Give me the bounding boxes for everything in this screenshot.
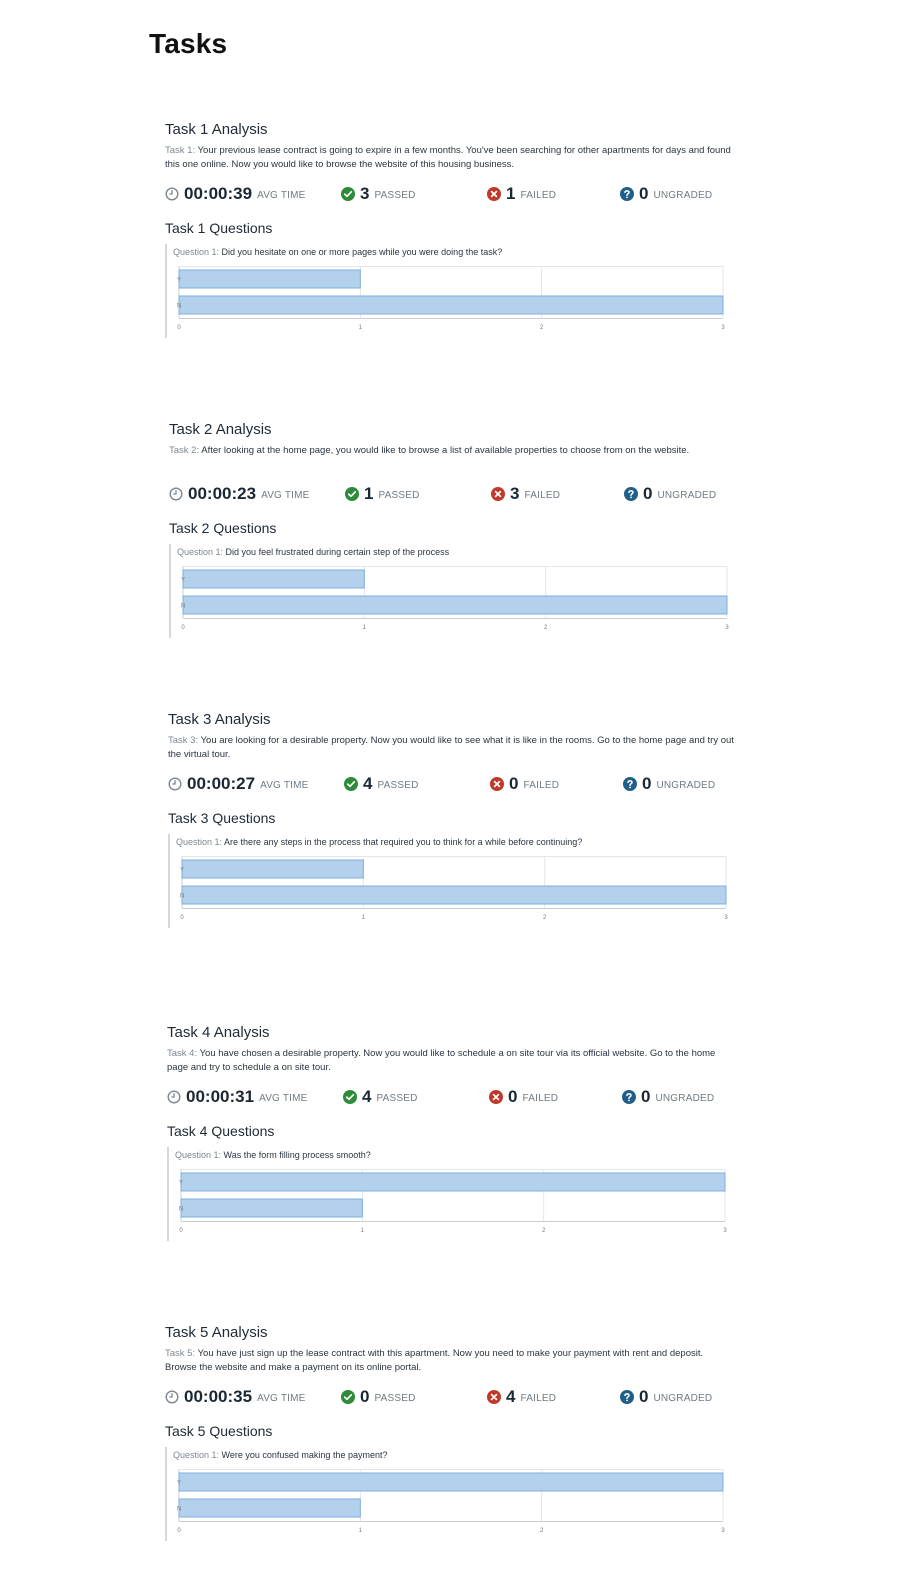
x-tick-label: 0: [177, 325, 181, 331]
x-tick-label: 0: [177, 1528, 181, 1534]
avg-time-value: 00:00:23: [188, 484, 257, 503]
questions-title: Task 1 Questions: [165, 220, 273, 236]
passed-label: PASSED: [374, 1393, 416, 1404]
check-circle-icon: [344, 777, 363, 791]
check-circle-icon: [341, 1390, 360, 1404]
question-text: [177, 544, 739, 557]
failed-label: FAILED: [523, 780, 560, 791]
passed-stat: [341, 184, 487, 204]
ungraded-count: 0: [639, 1387, 649, 1406]
clock-icon: [167, 1090, 186, 1104]
clock-icon: [168, 777, 187, 791]
ungraded-label: UNGRADED: [653, 190, 713, 201]
passed-count: 4: [362, 1087, 372, 1106]
failed-stat: [490, 774, 623, 794]
x-tick-label: 3: [723, 1228, 727, 1234]
category-label: Y: [179, 1180, 184, 1187]
task-title: Task 4 Analysis: [167, 1024, 270, 1041]
task-section-4: [167, 1024, 737, 1241]
question-body: Are there any steps in the process that required you to think for a while before continuing?: [224, 837, 583, 847]
x-tick-label: 2: [539, 1528, 544, 1534]
failed-stat: [491, 484, 624, 504]
category-label: Y: [180, 867, 185, 874]
avg-time-stat: [168, 774, 344, 794]
passed-stat: [343, 1087, 489, 1107]
ungraded-label: UNGRADED: [656, 780, 716, 791]
category-label: Y: [177, 277, 182, 284]
failed-stat: [489, 1087, 622, 1107]
question-block: [165, 1447, 735, 1541]
avg-time-value: 00:00:27: [187, 774, 256, 793]
question-prefix: Question 1:: [177, 547, 224, 557]
failed-count: 1: [506, 184, 516, 203]
questions-title: Task 3 Questions: [168, 810, 276, 826]
ungraded-label: UNGRADED: [653, 1393, 713, 1404]
passed-label: PASSED: [377, 780, 419, 791]
task-description: [165, 1347, 735, 1375]
task-section-5: [165, 1324, 735, 1541]
check-circle-icon: [343, 1090, 362, 1104]
x-tick-label: 3: [725, 625, 729, 631]
task-title: Task 2 Analysis: [169, 421, 272, 438]
failed-stat: [487, 1387, 620, 1407]
failed-count: 4: [506, 1387, 516, 1406]
ungraded-stat: [620, 184, 712, 204]
failed-label: FAILED: [524, 490, 561, 501]
category-label: N: [177, 303, 182, 310]
questions-title: Task 2 Questions: [169, 520, 277, 536]
x-tick-label: 3: [724, 915, 728, 921]
x-tick-label: 3: [721, 1528, 725, 1534]
question-circle-icon: [623, 777, 642, 791]
avg-time-label: AVG TIME: [259, 1093, 308, 1104]
task-title: Task 5 Analysis: [165, 1324, 268, 1341]
ungraded-count: 0: [642, 774, 652, 793]
question-circle-icon: [624, 487, 643, 501]
page-title: Tasks: [149, 28, 228, 59]
avg-time-value: 00:00:39: [184, 184, 253, 203]
task-section-2: [169, 421, 739, 638]
x-tick-label: 3: [721, 325, 725, 331]
task-desc-text: You have just sign up the lease contract with this apartment. Now you need to make your payment with rent and deposit. Browse the website and make a payment on its online portal.: [165, 1348, 704, 1373]
task-stats: [169, 482, 739, 506]
question-text: [175, 1147, 737, 1160]
task-title: Task 3 Analysis: [168, 711, 271, 728]
answers-bar-chart: [173, 264, 725, 336]
answers-bar-chart: [177, 564, 729, 636]
bar-n: [179, 1499, 360, 1517]
check-circle-icon: [345, 487, 364, 501]
question-body: Was the form filling process smooth?: [223, 1150, 371, 1160]
task-desc-text: You have chosen a desirable property. Now you would like to schedule a on site tour via its official website. Go to the home page and try to schedule a on site tour.: [167, 1048, 716, 1073]
task-desc-prefix: Task 3:: [168, 735, 199, 746]
x-circle-icon: [487, 1390, 506, 1404]
avg-time-stat: [165, 184, 341, 204]
bar-y: [183, 570, 364, 588]
question-circle-icon: [620, 1390, 639, 1404]
clock-icon: [165, 1390, 184, 1404]
question-block: [165, 244, 735, 338]
question-block: [168, 834, 738, 928]
ungraded-label: UNGRADED: [657, 490, 717, 501]
bar-n: [181, 1199, 362, 1217]
failed-stat: [487, 184, 620, 204]
avg-time-value: 00:00:31: [186, 1087, 255, 1106]
passed-label: PASSED: [376, 1093, 418, 1104]
answers-bar-chart: [175, 1167, 727, 1239]
bar-y: [182, 860, 363, 878]
question-prefix: Question 1:: [175, 1150, 222, 1160]
x-tick-label: 1: [358, 325, 363, 331]
task-desc-text: You are looking for a desirable property. Now you would like to see what it is like in the rooms. Go to the home page and try out the virtual tour.: [168, 735, 734, 760]
x-tick-label: 1: [358, 1528, 363, 1534]
passed-stat: [345, 484, 491, 504]
task-desc-text: After looking at the home page, you would like to browse a list of available properties to choose from on the website.: [201, 445, 690, 456]
passed-stat: [341, 1387, 487, 1407]
questions-title: Task 4 Questions: [167, 1123, 275, 1139]
question-block: [169, 544, 739, 638]
ungraded-count: 0: [643, 484, 653, 503]
avg-time-stat: [167, 1087, 343, 1107]
task-desc-prefix: Task 5:: [165, 1348, 196, 1359]
failed-count: 0: [508, 1087, 518, 1106]
passed-stat: [344, 774, 490, 794]
failed-count: 3: [510, 484, 520, 503]
task-desc-prefix: Task 4:: [167, 1048, 198, 1059]
ungraded-stat: [622, 1087, 714, 1107]
clock-icon: [165, 187, 184, 201]
check-circle-icon: [341, 187, 360, 201]
task-desc-prefix: Task 1:: [165, 145, 196, 156]
avg-time-label: AVG TIME: [257, 1393, 306, 1404]
bar-n: [183, 596, 727, 614]
x-tick-label: 2: [541, 1228, 546, 1234]
task-section-1: [165, 121, 735, 338]
ungraded-count: 0: [639, 184, 649, 203]
failed-label: FAILED: [520, 190, 557, 201]
questions-title: Task 5 Questions: [165, 1423, 273, 1439]
avg-time-value: 00:00:35: [184, 1387, 253, 1406]
question-body: Were you confused making the payment?: [221, 1450, 388, 1460]
passed-count: 3: [360, 184, 370, 203]
task-stats: [167, 1085, 737, 1109]
category-label: N: [177, 1506, 182, 1513]
failed-label: FAILED: [522, 1093, 559, 1104]
ungraded-stat: [624, 484, 716, 504]
task-stats: [168, 772, 738, 796]
x-circle-icon: [491, 487, 510, 501]
x-tick-label: 0: [181, 625, 185, 631]
passed-count: 1: [364, 484, 374, 503]
category-label: Y: [177, 1480, 182, 1487]
task-desc-text: Your previous lease contract is going to expire in a few months. You've been searching for other apartments for days and found this one online. Now you would like to browse the website of this housing business.: [165, 145, 731, 170]
x-tick-label: 1: [362, 625, 367, 631]
task-title: Task 1 Analysis: [165, 121, 268, 138]
avg-time-stat: [169, 484, 345, 504]
category-label: Y: [181, 577, 186, 584]
passed-label: PASSED: [378, 490, 420, 501]
question-prefix: Question 1:: [173, 1450, 220, 1460]
failed-count: 0: [509, 774, 519, 793]
question-circle-icon: [622, 1090, 641, 1104]
question-circle-icon: [620, 187, 639, 201]
ungraded-stat: [623, 774, 715, 794]
question-text: [173, 244, 735, 257]
x-tick-label: 2: [539, 325, 544, 331]
x-tick-label: 0: [179, 1228, 183, 1234]
answers-bar-chart: [173, 1467, 725, 1539]
x-tick-label: 0: [180, 915, 184, 921]
bar-y: [181, 1173, 725, 1191]
question-text: [176, 834, 738, 847]
bar-n: [182, 886, 726, 904]
passed-count: 0: [360, 1387, 370, 1406]
task-desc-prefix: Task 2:: [169, 445, 200, 456]
avg-time-label: AVG TIME: [257, 190, 306, 201]
avg-time-label: AVG TIME: [260, 780, 309, 791]
avg-time-stat: [165, 1387, 341, 1407]
question-prefix: Question 1:: [173, 247, 220, 257]
task-stats: [165, 182, 735, 206]
x-tick-label: 2: [543, 625, 548, 631]
category-label: N: [180, 893, 185, 900]
passed-count: 4: [363, 774, 373, 793]
ungraded-stat: [620, 1387, 712, 1407]
bar-n: [179, 296, 723, 314]
question-body: Did you hesitate on one or more pages while you were doing the task?: [221, 247, 503, 257]
bar-y: [179, 270, 360, 288]
x-tick-label: 2: [542, 915, 547, 921]
task-stats: [165, 1385, 735, 1409]
x-tick-label: 1: [360, 1228, 365, 1234]
task-section-3: [168, 711, 738, 928]
question-text: [173, 1447, 735, 1460]
bar-y: [179, 1473, 723, 1491]
avg-time-label: AVG TIME: [261, 490, 310, 501]
question-body: Did you feel frustrated during certain step of the process: [225, 547, 450, 557]
category-label: N: [179, 1206, 184, 1213]
ungraded-label: UNGRADED: [655, 1093, 715, 1104]
passed-label: PASSED: [374, 190, 416, 201]
question-block: [167, 1147, 737, 1241]
task-description: [168, 734, 738, 762]
x-circle-icon: [490, 777, 509, 791]
x-circle-icon: [489, 1090, 508, 1104]
task-description: [167, 1047, 737, 1075]
x-tick-label: 1: [361, 915, 366, 921]
answers-bar-chart: [176, 854, 728, 926]
category-label: N: [181, 603, 186, 610]
question-prefix: Question 1:: [176, 837, 223, 847]
failed-label: FAILED: [520, 1393, 557, 1404]
ungraded-count: 0: [641, 1087, 651, 1106]
clock-icon: [169, 487, 188, 501]
task-description: [169, 444, 739, 472]
x-circle-icon: [487, 187, 506, 201]
task-description: [165, 144, 735, 172]
